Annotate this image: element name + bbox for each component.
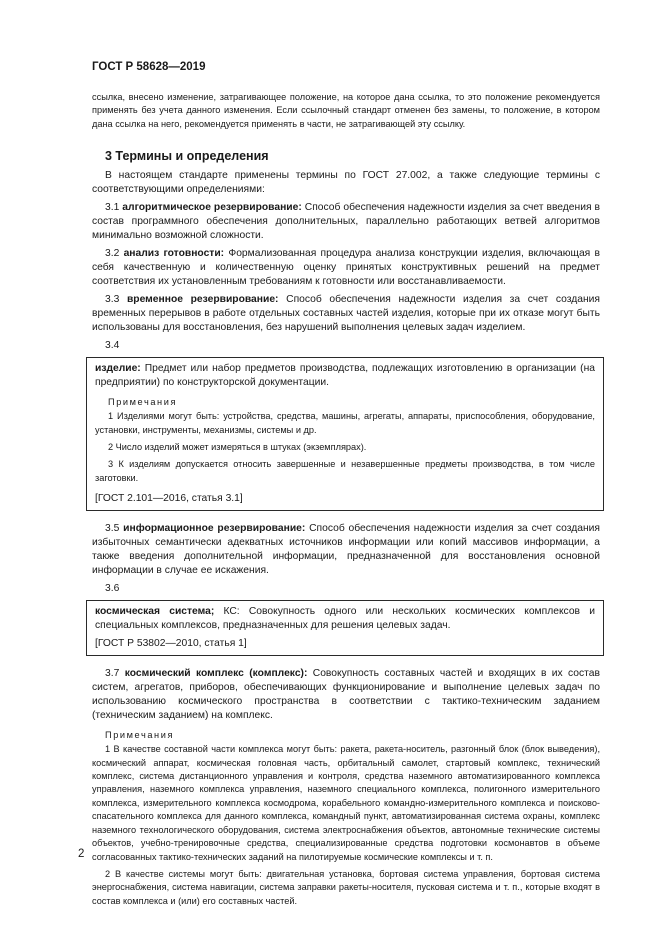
term-3-4-number: 3.4 (105, 340, 120, 352)
section-intro: В настоящем стандарте применены термины по ГОСТ 27.002, а также следующие термины с соответствующими определениями: (92, 170, 600, 196)
note-2: 2 В качестве системы могут быть: двигательная установка, бортовая система управления, бортовая система энергоснабжения, система навигации, система заправки ракеты-носителя, пусковая система и т. п., которые входят в состав комплекса и (или) его составных частей. (92, 868, 600, 906)
note-1: 1 Изделиями могут быть: устройства, средства, машины, агрегаты, аппараты, приспособления, оборудование, установки, инструменты, механизмы, системы и др. (95, 411, 595, 435)
notes-heading: Примечания (108, 397, 178, 408)
term-name: космический комплекс (комплекс): (124, 668, 308, 680)
term-definition: Способ обеспечения надежности изделия за счет создания временных перерывов в работе отдельных составных частей изделия, которые при их отказе могут быть использованы для восстановления, без нарушений выполнения целевых задач изделием. (92, 294, 600, 334)
term-3-3 (92, 293, 600, 335)
term-definition: Способ обеспечения надежности изделия за счет введения в состав программного обеспечения дополнительных, параллельно работающих ветвей алгоритмов минимально возможной сложности. (92, 202, 600, 242)
term-number: 3.7 (105, 668, 120, 680)
document-header: ГОСТ Р 58628—2019 (92, 61, 206, 73)
term-name: изделие: (95, 363, 141, 375)
term-name: временное резервирование: (126, 294, 279, 306)
term-definition: Совокупность составных частей и входящих в их состав систем, агрегатов, приборов, обеспечивающих функционирование и выполнение целевых задач по использованию космического пространства в соответствии с тактико-техническим заданием (техническим заданием) на комплекс. (92, 668, 600, 722)
term-number: 3.3 (105, 294, 120, 306)
term-number: 3.2 (105, 248, 120, 260)
term-source: [ГОСТ Р 53802—2010, статья 1] (95, 638, 247, 650)
page-number: 2 (78, 848, 85, 860)
term-number: 3.5 (105, 523, 120, 535)
term-3-1 (92, 201, 600, 243)
term-3-4-box (86, 357, 604, 511)
term-definition: КС: Совокупность одного или нескольких космических комплексов и специальных комплексов, предназначенных для решения целевых задач. (95, 606, 595, 632)
section-title: 3 Термины и определения (105, 149, 269, 164)
notes-heading: Примечания (105, 730, 175, 741)
term-name: информационное резервирование: (123, 523, 306, 535)
term-3-6-definition (95, 605, 595, 633)
term-3-7 (92, 667, 600, 723)
term-number: 3.1 (105, 202, 120, 214)
term-source: [ГОСТ 2.101—2016, статья 3.1] (95, 493, 243, 505)
term-3-4-definition (95, 362, 595, 390)
term-3-2 (92, 247, 600, 289)
note-1: 1 В качестве составной части комплекса могут быть: ракета, ракета-носитель, разгонный блок (блок выведения), космический аппарат, космическая головная часть, орбитальный самолет, стартовый комплекс, технический комплекс, система дистанционного управления и контроля, средства наземного автоматизированного комплекса управления, наземного комплекса управления, наземного специального комплекса, полигонного измерительного комплекса, измерительного комплекса космодрома, корабельного командно-измерительного комплекса и поисково-спасательного комплекса для данного комплекса, командный пункт, автоматизированная система охраны, комплекс наземного технологического оборудования, система электроснабжения объектов, автономные технические системы объектов, учебно-тренировочные средства, специализированные средства подготовки космонавтов в объеме согласованных тактико-технических заданий на пилотируемые космические комплексы и т. п. (92, 744, 600, 862)
term-3-6-number: 3.6 (105, 583, 120, 595)
term-3-5 (92, 522, 600, 578)
intro-paragraph: ссылка, внесено изменение, затрагивающее положение, на которое дана ссылка, то это положение рекомендуется применять без учета данного изменения. Если ссылочный стандарт отменен без замены, то положение, в котором дана ссылка на него, рекомендуется применять в части, не затрагивающей эту ссылку. (92, 92, 600, 129)
note-2: 2 Число изделий может измеряться в штуках (экземплярах). (108, 442, 367, 453)
term-definition: Предмет или набор предметов производства, подлежащих изготовлению в организации (на предприятии) по конструкторской документации. (95, 363, 595, 389)
note-3: 3 К изделиям допускается относить завершенные и незавершенные предметы производства, в том числе заготовки. (95, 459, 595, 483)
term-name: анализ готовности: (123, 248, 225, 260)
term-name: космическая система; (95, 606, 215, 618)
term-name: алгоритмическое резервирование: (122, 202, 302, 214)
document-body (92, 91, 600, 908)
term-3-6-box (86, 600, 604, 656)
term-definition: Способ обеспечения надежности изделия за счет создания избыточных семантически адекватных источников информации или копий массивов информации, а также введения дополнительной информации, предназначенной для восстановления основной информации в случае ее искажения. (92, 523, 600, 577)
term-definition: Формализованная процедура анализа конструкции изделия, включающая в себя качественную и количественную оценку принятых конструктивных решений на предмет соответствия их установленным требованиям к готовности или восстанавливаемости. (92, 248, 600, 288)
